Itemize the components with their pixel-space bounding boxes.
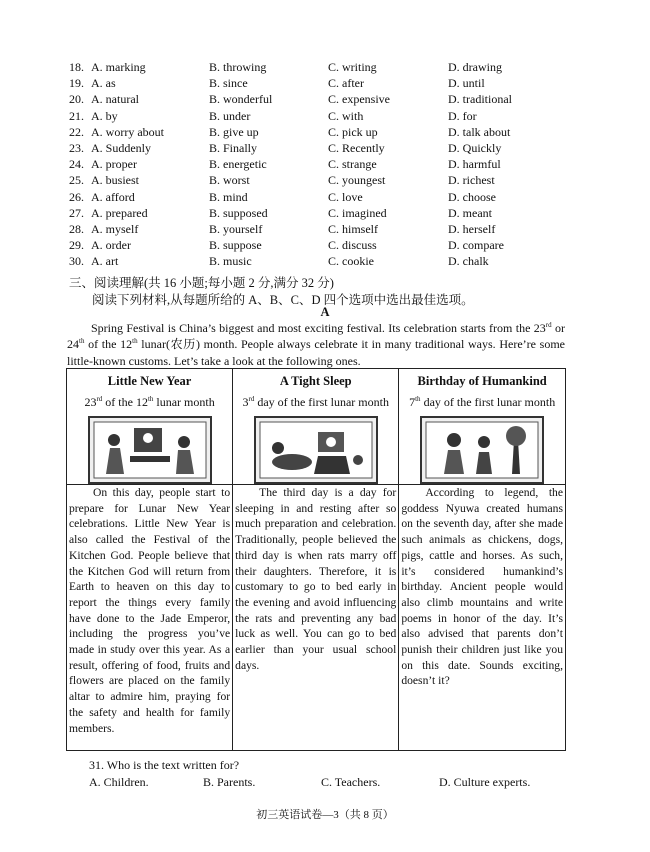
option-row [69,75,589,91]
option-a[interactable]: A. myself [91,221,139,236]
question-number: 24. [69,157,84,172]
custom-date: 3rd day of the first lunar month [242,395,389,409]
option-c[interactable]: C. Recently [328,140,385,155]
option-c[interactable]: C. youngest [328,173,386,188]
option-b[interactable]: B. Parents. [203,775,256,789]
option-b[interactable]: B. supposed [209,205,268,220]
option-d[interactable]: D. herself [448,221,496,236]
option-a[interactable]: A. worry about [91,124,164,139]
custom-title: Birthday of Humankind [417,374,547,388]
option-row [69,108,589,124]
kitchen-god-papercut-image [88,416,212,484]
question-31-stem: 31. Who is the text written for? [89,758,240,772]
option-d[interactable]: D. harmful [448,157,501,172]
option-c[interactable]: C. writing [328,60,377,74]
option-b[interactable]: B. music [209,254,252,269]
custom-body-birthday-of-humankind: According to legend, the goddess Nyuwa created humans on the seventh day, after she made such animals as chickens, dogs, pigs, cattle and horses. As such, it’s considered humankind’s birthday. Ancient people would also climb mountains and write poems in honor of the day. It’s also advised that parents don’t punish their children just like you on this date. Sounds exciting, doesn’t it? [399,485,566,751]
passage-letter: A [320,305,330,319]
option-c[interactable]: C. imagined [328,205,387,220]
option-a[interactable]: A. Suddenly [91,140,151,155]
option-a[interactable]: A. busiest [91,173,139,188]
option-row [69,91,589,107]
custom-header-tight-sleep [233,369,399,485]
option-d[interactable]: D. talk about [448,124,511,139]
option-row [69,237,589,253]
humankind-papercut-image [420,416,544,484]
option-c[interactable]: C. discuss [328,238,377,253]
option-row [69,253,589,269]
option-a[interactable]: A. as [91,76,116,91]
papercut-illustration-icon [424,420,540,480]
cloze-options-list [69,59,589,269]
customs-table [66,368,566,751]
papercut-illustration-icon [92,420,208,480]
option-a[interactable]: A. afford [91,189,135,204]
option-a[interactable]: A. art [91,254,119,269]
option-a[interactable]: A. by [91,108,118,123]
question-number: 18. [69,60,84,74]
question-31-options [89,775,569,790]
option-row [69,205,589,221]
option-d[interactable]: D. Quickly [448,140,502,155]
question-number: 29. [69,238,84,253]
option-row [69,140,589,156]
section-instruction: 阅读下列材料,从每题所给的 A、B、C、D 四个选项中选出最佳选项。 [92,293,474,307]
option-d[interactable]: D. richest [448,173,495,188]
option-c[interactable]: C. love [328,189,363,204]
option-b[interactable]: B. worst [209,173,250,188]
custom-title: Little New Year [107,374,192,388]
option-c[interactable]: C. cookie [328,254,374,269]
question-number: 19. [69,76,84,91]
option-a[interactable]: A. natural [91,92,139,107]
question-number: 30. [69,254,84,269]
option-a[interactable]: A. order [91,238,131,253]
option-d[interactable]: D. Culture experts. [439,775,531,789]
option-b[interactable]: B. yourself [209,221,263,236]
question-number: 22. [69,124,84,139]
option-row [69,124,589,140]
question-number: 23. [69,140,84,155]
option-d[interactable]: D. traditional [448,92,512,107]
option-c[interactable]: C. strange [328,157,377,172]
question-number: 25. [69,173,84,188]
custom-body-little-new-year: On this day, people start to prepare for Lunar New Year celebrations. Little New Year is also called the Festival of the Kitchen God. People believe that the Kitchen God will return from Earth to heaven on this day to report the things every family have done to the Jade Emperor, including the progress you’ve made in study over this year. As a result, offering of food, fruits and flowers are placed on the family altar to admire him, praying for the safety and health for family members. [67,485,233,751]
option-b[interactable]: B. give up [209,124,259,139]
option-d[interactable]: D. until [448,76,485,91]
question-number: 21. [69,108,84,123]
custom-title: A Tight Sleep [279,374,352,388]
custom-header-birthday-of-humankind [399,369,566,485]
option-row [69,221,589,237]
option-c[interactable]: C. with [328,108,364,123]
option-b[interactable]: B. since [209,76,248,91]
option-row [69,189,589,205]
option-b[interactable]: B. under [209,108,251,123]
option-b[interactable]: B. suppose [209,238,262,253]
custom-date: 23rd of the 12th lunar month [84,395,215,409]
option-c[interactable]: C. pick up [328,124,378,139]
section-title: 三、阅读理解(共 16 小题;每小题 2 分,满分 32 分) [69,276,334,290]
option-d[interactable]: D. drawing [448,60,502,74]
custom-body-tight-sleep: The third day is a day for sleeping in and resting after so much preparation and celebration. Traditionally, people believed the third day is when rats marry off their daughters. Therefore, it is customary to go to bed early in the evening and avoid influencing the rats and preventing any bad luck as well. You can go to bed earlier than your usual school days. [233,485,399,751]
rats-wedding-papercut-image [254,416,378,484]
option-d[interactable]: D. chalk [448,254,489,269]
option-a[interactable]: A. marking [91,60,146,74]
question-number: 28. [69,221,84,236]
custom-date: 7th day of the first lunar month [409,395,556,409]
option-row [69,156,589,172]
option-c[interactable]: C. expensive [328,92,390,107]
question-number: 27. [69,205,84,220]
option-a[interactable]: A. Children. [89,775,149,789]
option-c[interactable]: C. after [328,76,364,91]
option-d[interactable]: D. compare [448,238,504,253]
option-d[interactable]: D. for [448,108,477,123]
option-b[interactable]: B. Finally [209,140,258,155]
option-b[interactable]: B. energetic [209,157,267,172]
option-row [69,59,589,75]
custom-header-little-new-year [67,369,233,485]
page-footer: 初三英语试卷—3（共 8 页） [256,809,394,821]
question-number: 26. [69,189,84,204]
passage-intro: Spring Festival is China’s biggest and most exciting festival. Its celebration starts from the 23rd or 24th of the 12th lunar(农历) month. People always celebrate it in many traditional ways. Here’re some little-known customs. Let’s take a look at the following ones. [67,321,566,368]
option-a[interactable]: A. prepared [91,205,148,220]
option-c[interactable]: C. himself [328,221,378,236]
option-d[interactable]: D. choose [448,189,496,204]
option-b[interactable]: B. wonderful [209,92,273,107]
option-b[interactable]: B. throwing [209,60,267,74]
question-number: 20. [69,92,84,107]
option-b[interactable]: B. mind [209,189,248,204]
option-row [69,172,589,188]
papercut-illustration-icon [258,420,374,480]
option-a[interactable]: A. proper [91,157,137,172]
option-d[interactable]: D. meant [448,205,492,220]
option-c[interactable]: C. Teachers. [321,775,381,789]
